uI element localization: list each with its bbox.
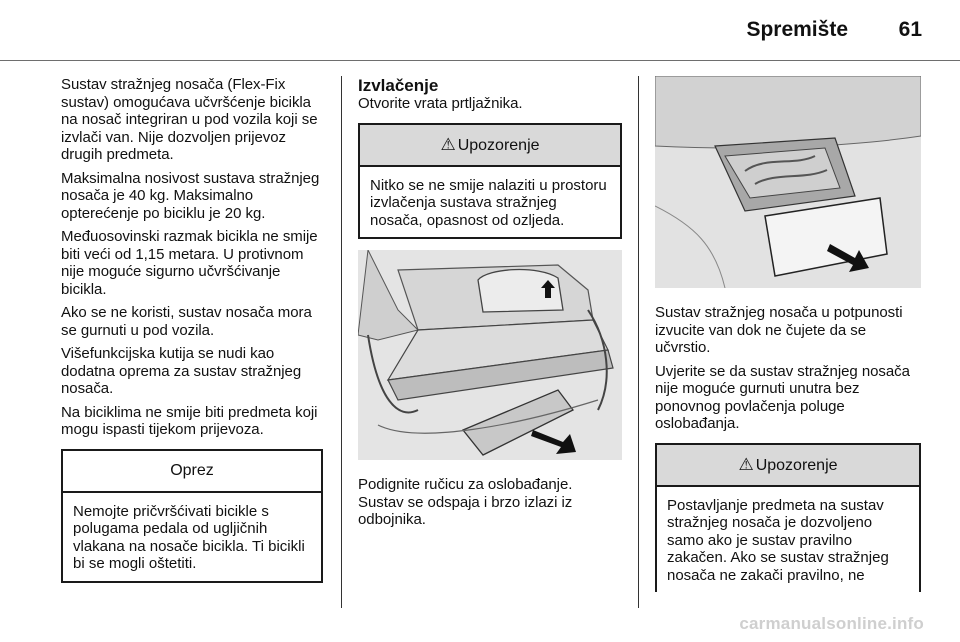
paragraph: Maksimalna nosivost sustava stražnjeg nosača je 40 kg. Maksimalno opterećenje po biciklu je 20 kg. (61, 169, 320, 222)
warning-text: Postavljanje predmeta na sustav stražnjeg nosača je dozvoljeno samo ako je sustav pravilno zakačen. Ako se sustav stražnjeg nosača ne zakači pravilno, ne (667, 496, 889, 584)
watermark: carmanualsonline.info (739, 614, 924, 633)
column-divider-left (341, 76, 342, 608)
paragraph: Međuosovinski razmak bicikla ne smije biti veći od 1,15 metara. U protivnom nije moguće sigurno učvršćivanje bicikla. (61, 228, 318, 298)
caution-box (61, 449, 323, 583)
header-rule (0, 60, 960, 61)
paragraph: Sustav stražnjeg nosača u potpunosti izvucite van dok ne čujete da se učvrstio. (655, 304, 903, 356)
warning-header (360, 125, 620, 167)
warning-title: Upozorenje (755, 456, 838, 474)
warning-title: Upozorenje (457, 136, 540, 154)
caution-title: Oprez (63, 451, 321, 493)
paragraph: Ako se ne koristi, sustav nosača mora se gurnuti u pod vozila. (61, 304, 312, 339)
paragraph: Uvjerite se da sustav stražnjeg nosača nije moguće gurnuti unutra bez ponovnog povlačenja poluge oslobađanja. (655, 362, 910, 432)
warning-triangle-icon: ⚠ (738, 454, 754, 474)
section-heading: Izvlačenje (358, 76, 439, 95)
rear-carrier-extended-image (655, 76, 921, 288)
paragraph: Na biciklima ne smije biti predmeta koji mogu ispasti tijekom prijevoza. (61, 403, 318, 438)
paragraph: Sustav stražnjeg nosača (Flex-Fix sustav) omogućava učvršćenje bicikla na nosač integriran u pod vozila koji se izvlači van. Nije dozvoljen prijevoz drugih predmeta. (61, 76, 318, 163)
warning-triangle-icon: ⚠ (440, 134, 456, 154)
trunk-release-lever-image (358, 250, 622, 460)
warning-box (655, 443, 921, 593)
release-lever-text: Podignite ručicu za oslobađanje. Sustav se odspaja i brzo izlazi iz odbojnika. (358, 476, 573, 528)
page-title: Spremište (746, 18, 848, 41)
paragraph: Višefunkcijska kutija se nudi kao dodatna oprema za sustav stražnjeg nosača. (61, 345, 302, 397)
column-2 (358, 76, 622, 535)
warning-text: Nitko se ne smije nalaziti u prostoru izvlačenja sustava stražnjeg nosača, opasnost od ozljeda. (370, 176, 607, 229)
trunk-illustration (358, 250, 622, 460)
page-header (0, 0, 960, 62)
column-1 (61, 76, 323, 583)
caution-text: Nemojte pričvršćivati bicikle s polugama pedala od ugljičnih vlakana na nosače bicikla. Ti bicikli bi se mogli oštetiti. (73, 502, 305, 572)
page-number: 61 (898, 18, 922, 41)
column-divider-right (638, 76, 639, 608)
warning-header (657, 445, 919, 487)
column-3 (655, 76, 921, 592)
warning-box (358, 123, 622, 240)
carrier-illustration (655, 76, 921, 288)
intro-text: Otvorite vrata prtljažnika. (358, 95, 523, 112)
